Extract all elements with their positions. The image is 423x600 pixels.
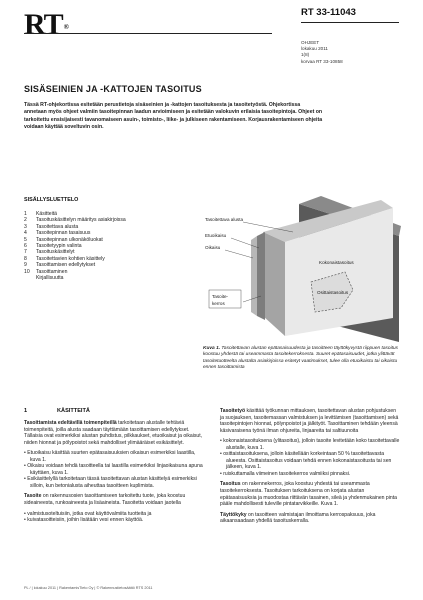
list-item: • valmistusoteltuisiin, jotka ovat käyttövalmiita tuotteita ja — [24, 511, 204, 518]
toc-item[interactable]: 6 Tasoitetyypin valinta — [24, 243, 82, 250]
toc-item[interactable]: 3 Tasoitettava alusta — [24, 223, 79, 230]
etuoikaisu-layer — [257, 232, 265, 320]
table-of-contents — [24, 211, 126, 281]
list-item: • Esikäsittelyllä tarkoitetaan tässä tasoitettavan alustan käsittelyä esimerkiksi silloin, kun betonialusta aiheuttaa tasoitteen kuplimista. — [24, 476, 204, 489]
label-etuoikaisu: Etuoikaisu — [205, 233, 227, 238]
paragraph: Tasoitus on rakennekerros, joka koostuu yhdestä tai useammasta tasoitekerroksesta. Tasoituksen tarkoituksena on korjata alustan epätasaisuuksia ja muodostaa riittävän tasainen, sileä ja yhdenmukainen pinta pääle mahdollisesti tuleville pintatarvikkeille. Kuva 1. — [220, 481, 397, 508]
page-footer: PL / | lokakuu 2011 | RakentamisTieto Oy | © Rakennustietosäätiö RTS 2011 — [24, 586, 153, 590]
wall-layers-diagram — [203, 196, 401, 342]
figure-caption: Kuva 1. Tasoitettavan alustan epätasaisuudesta ja tasoitteen täyttökyvystä riippuen tasoitus koostuu yhdestä tai useammasta tasoitekerroksesta. Suuret epätasaisuudet, jotka ylittävät tasoitetuotteelta alustalta asiakirjoissa esitetyt vaatimukset, tulee olla etuoikaistu tai oikaistu ennen tasoittamista — [203, 346, 399, 371]
page-title: SISÄSEINIEN JA -KATTOJEN TASOITUS — [24, 84, 202, 94]
list-item: • Oikaisu voidaan tehdä tasoitteella tai laastilla esimerkiksi linjaoikaisuna apuna käyttäen, kuva 1. — [24, 463, 204, 476]
left-column — [24, 420, 204, 528]
rt-logo: RT® — [24, 8, 69, 41]
header-rule-right — [301, 22, 399, 23]
list-item: • Etuoikaisu käsittää suurten epätasaisuuksien oikaisun esimerkiksi laastilla, kuva 1. — [24, 450, 204, 463]
toc-title: SISÄLLYSLUETTELO — [24, 197, 79, 203]
intro-paragraph: Tässä RT-ohjekortissa esitetään perustietoja sisäseinien ja -kattojen tasoituksesta ja tasoitetyöstä. Ohjekortissa annetaan myös ohjeet valmiin tasoitepinnan laadun arvioimiseen ja esitetään valokuvin erilaisia tasoitepintoja. Ohjeet on tarkoitettu ensisijaisesti tavanomaiseen asuin-, toimisto-, liike- ja julkiseen rakentamiseen. Korjausrakentamiseen ohjeita voidaan käyttää soveltuvin osin. — [24, 102, 323, 130]
label-kokonaistasoitus: Kokonaistasoitus — [319, 260, 354, 265]
toc-item[interactable]: 10 Tasoittaminen — [24, 268, 68, 275]
list-item: • kuivatasoitteisiin, joihin lisätään vesi ennen käyttöä. — [24, 517, 204, 524]
document-code: RT 33-11043 — [301, 7, 356, 18]
bullet-list — [24, 450, 204, 489]
meta-line: lokakuu 2011 — [301, 46, 328, 52]
label-osittaistasoitus: Osittaistasoitus — [317, 290, 349, 295]
toc-item[interactable]: 7 Tasoituskäsittelyt — [24, 249, 75, 256]
oikaisu-layer — [251, 236, 257, 316]
label-oikaisu: Oikaisu — [205, 245, 221, 250]
bullet-list — [24, 511, 204, 524]
meta-line: OHJEET — [301, 40, 320, 45]
document-meta — [301, 40, 343, 65]
layer-edge — [263, 232, 285, 336]
bullet-list — [220, 438, 400, 477]
toc-item[interactable]: 9 Tasoittamisen edellytykset — [24, 262, 96, 269]
list-item: • kokonaistasoituksena (ylitasoitus), jolloin tasoite levitetään koko tasoitettavalle alustalle, kuva 1. — [220, 438, 400, 451]
header-rule-left — [24, 33, 272, 34]
right-column — [220, 408, 400, 529]
meta-line: 1(8) — [301, 52, 310, 58]
toc-item[interactable]: 4 Tasoitepinnan tasaisuus — [24, 230, 91, 237]
section-heading: 1 KÄSITTEITÄ — [24, 408, 90, 414]
list-item: • osittaistasoituksena, jolloin käsitellään korkeintaan 50 % tasoitettavasta alueesta. Osittaistasoitus voidaan tehdä ennen kokonaistasoitusta tai sen jälkeen, kuva 1. — [220, 451, 400, 471]
label-kerros: kerros — [212, 301, 225, 306]
toc-item[interactable]: 1 Käsitteitä — [24, 211, 57, 217]
paragraph: Tasoittamista edeltävillä toimenpiteillä tarkoitetaan alustalle tehtäviä toimenpiteitä, joilla alusta saadaan täyttämään tasoittamisen edellytykset. Tällaisia ovat esimerkiksi alustan puhdistus, pilkkaukset, etuoikaisut ja oikaisut, niiden hionnat ja pölypoistot sekä mahdolliset ylimääräiset esikäsittelyt. — [24, 420, 203, 446]
toc-item[interactable]: 8 Tasoitettavien kohtien käsittely — [24, 255, 105, 262]
toc-item[interactable]: Kirjallisuutta — [36, 275, 64, 282]
list-item: • ruiskuttamalla viimeinen tasoitekerros valmiiksi pinnaksi. — [220, 471, 400, 478]
paragraph: Täyttökyky on tasoitteen valmistajan ilmoittama kerrospaksuus, joka aikaansaadaan yhdellä tasoituskerralla. — [220, 511, 376, 525]
paragraph: Tasoite on rakennusosien tasoittamiseen tarkoitettu tuote, joka koostuu sideaineesta, runkoaineesta ja lisäaineista. Tasoitetta voidaan jaotella — [24, 493, 186, 507]
paragraph: Tasoitetyö käsittää työkunnan mittauksen, tasoitettavan alustan pohjustuksen ja suojauksen, tasoitemassan valmistuksen ja levittämisen (tasoittamisen) sekä tasoitepintojen hionnat, pölynpoistot ja jälkityöt. Tasoittaminen tehdään yleensä käsivaraisena työnä ilman ohjureita, linjaareita tai saltiuunoita — [220, 408, 399, 434]
meta-line: korvaa RT 33-10858 — [301, 58, 343, 64]
toc-item[interactable]: 2 Tasoituskäsittelyn määritys asiakirjoissa — [24, 217, 126, 224]
toc-item[interactable]: 5 Tasoitepinnan ulkonäköluokat — [24, 236, 103, 243]
label-tasoitettava-alusta: Tasoitettava alusta — [205, 217, 244, 222]
label-tasoite: Tasoite- — [212, 294, 229, 299]
leader-line — [225, 250, 253, 258]
